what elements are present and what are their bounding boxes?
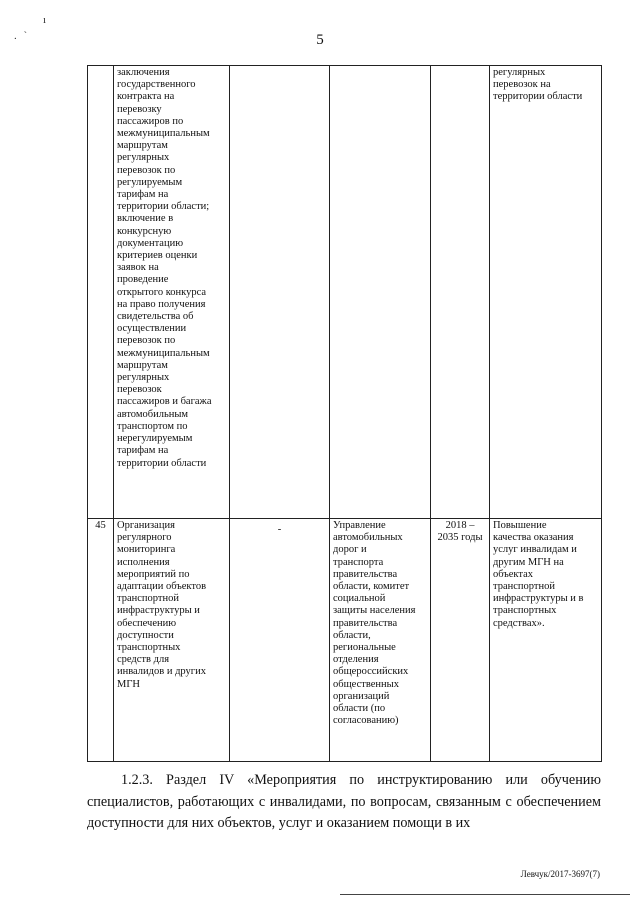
term-cell: [431, 519, 490, 762]
page-number: 5: [316, 32, 324, 48]
measure-name: заключения государственного контракта на перевозку пассажиров по межмуниципальным маршрутам регулярных перевозок по регулируемым тарифам на территории области; включение в конкурсную документацию критериев оценки заявок на проведение открытого конкурса на право получения свидетельства об осуществлении перевозок по межмуниципальным маршрутам регулярных перевозок пассажиров и багажа автомобильным транспортом по нерегулируемым тарифам на территории области: [117, 67, 212, 469]
table-row: [88, 519, 602, 762]
term-cell: [431, 66, 490, 519]
row-number-cell: [88, 519, 114, 762]
measure-name-cell: [114, 66, 230, 519]
measures-table: [87, 65, 602, 762]
section-paragraph: 1.2.3. Раздел IV «Мероприятия по инструктированию или обучению специалистов, работающих с инвалидами, по вопросам, связанным с обеспечением доступности для них объектов, услуг и оказанием помощи в их: [87, 772, 601, 831]
result-cell: [490, 519, 602, 762]
bottom-rule: [340, 894, 630, 895]
result-text: Повышение качества оказания услуг инвалидам и другим МГН на объектах транспортной инфраструктуры и в транспортных средствах».: [493, 520, 584, 629]
table-row: [88, 66, 602, 519]
term-text: 2018 – 2035 годы: [437, 520, 483, 544]
document-cell: [230, 519, 330, 762]
scan-mark: . `: [14, 30, 30, 42]
row-number: 45: [95, 520, 106, 531]
row-number-cell: [88, 66, 114, 519]
executor-cell: [330, 519, 431, 762]
scan-mark: ı: [43, 14, 47, 26]
measure-name-cell: [114, 519, 230, 762]
executor-cell: [330, 66, 431, 519]
result-cell: [490, 66, 602, 519]
result-text: регулярных перевозок на территории области: [493, 67, 583, 103]
document-code: Левчук/2017-3697(7): [520, 869, 600, 879]
measure-name: Организация регулярного мониторинга исполнения мероприятий по адаптации объектов транспортной инфраструктуры и обеспечению доступности транспортных средств для инвалидов и других МГН: [117, 520, 207, 690]
document-cell: [230, 66, 330, 519]
executor-text: Управление автомобильных дорог и транспорта правительства области, комитет социальной защиты населения правительства области, региональные отделения общероссийских общественных организаций области (по согласованию): [333, 520, 416, 727]
document-text: -: [277, 524, 282, 535]
